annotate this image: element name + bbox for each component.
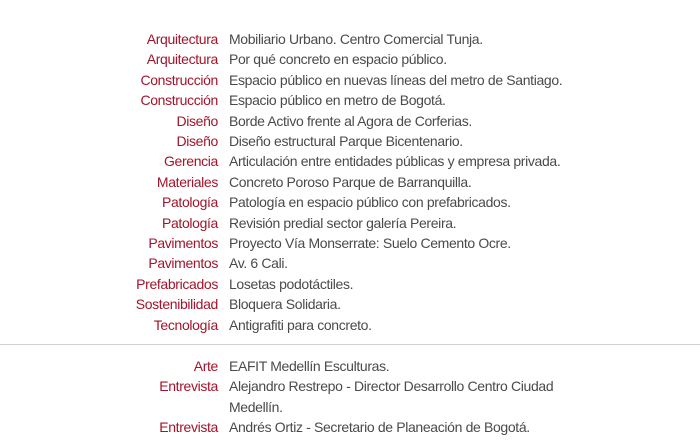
article-category[interactable]: Entrevista (159, 378, 218, 395)
article-title[interactable]: Espacio público en metro de Bogotá. (229, 92, 446, 109)
article-title[interactable]: Revisión predial sector galería Pereira. (229, 214, 457, 231)
article-row[interactable] (0, 213, 700, 233)
article-title[interactable]: Av. 6 Cali. (229, 255, 288, 272)
article-title[interactable]: Articulación entre entidades públicas y empresa privada. (229, 153, 561, 170)
article-category[interactable]: Gerencia (163, 153, 218, 170)
article-title[interactable]: Andrés Ortiz - Secretario de Planeación de Bogotá. (229, 419, 530, 436)
article-category[interactable]: Diseño (176, 133, 218, 150)
article-category[interactable]: Pavimentos (148, 235, 218, 252)
article-row[interactable] (0, 49, 700, 69)
article-category[interactable]: Arquitectura (146, 31, 218, 47)
article-title[interactable]: Por qué concreto en espacio público. (229, 51, 447, 68)
article-title[interactable]: Patología en espacio público con prefabricados. (229, 194, 511, 211)
article-title[interactable]: Alejandro Restrepo - Director Desarrollo Centro Ciudad Medellín. (229, 378, 554, 415)
article-category[interactable]: Arquitectura (146, 51, 218, 68)
article-row[interactable] (0, 111, 700, 131)
article-title[interactable]: Bloquera Solidaria. (229, 296, 341, 313)
article-category[interactable]: Arte (193, 358, 218, 374)
article-row[interactable] (0, 151, 700, 171)
article-title[interactable]: Losetas podotáctiles. (229, 275, 354, 292)
article-row[interactable] (0, 315, 700, 335)
article-row[interactable] (0, 172, 700, 192)
extras-list (0, 356, 700, 438)
article-category[interactable]: Construcción (140, 71, 218, 88)
articles-list (0, 29, 700, 335)
article-row[interactable] (0, 356, 700, 376)
article-category[interactable]: Materiales (156, 173, 218, 190)
article-row[interactable] (0, 131, 700, 151)
article-row[interactable] (0, 253, 700, 273)
article-row[interactable] (0, 294, 700, 314)
section-divider (0, 344, 700, 345)
article-title[interactable]: Proyecto Vía Monserrate: Suelo Cemento Ocre. (229, 235, 511, 252)
article-category[interactable]: Pavimentos (148, 255, 218, 272)
article-row[interactable] (0, 233, 700, 253)
article-title[interactable]: Concreto Poroso Parque de Barranquilla. (229, 173, 472, 190)
article-row[interactable] (0, 29, 700, 49)
article-category[interactable]: Construcción (140, 92, 218, 109)
article-title[interactable]: Mobiliario Urbano. Centro Comercial Tunja. (229, 31, 483, 47)
article-category[interactable]: Diseño (176, 112, 218, 129)
article-row[interactable] (0, 70, 700, 90)
article-row[interactable] (0, 274, 700, 294)
article-category[interactable]: Entrevista (159, 419, 218, 436)
article-row[interactable] (0, 376, 700, 417)
article-title[interactable]: Borde Activo frente al Agora de Corferias. (229, 112, 472, 129)
article-row[interactable] (0, 192, 700, 212)
article-row[interactable] (0, 417, 700, 437)
article-category[interactable]: Tecnología (153, 316, 218, 333)
article-title[interactable]: EAFIT Medellín Esculturas. (229, 358, 390, 374)
article-title[interactable]: Espacio público en nuevas líneas del metro de Santiago. (229, 71, 563, 88)
article-category[interactable]: Patología (161, 214, 218, 231)
article-title[interactable]: Antigrafiti para concreto. (229, 316, 372, 333)
article-category[interactable]: Patología (161, 194, 218, 211)
article-category[interactable]: Prefabricados (136, 275, 218, 292)
article-title[interactable]: Diseño estructural Parque Bicentenario. (229, 133, 463, 150)
article-category[interactable]: Sostenibilidad (135, 296, 218, 313)
article-row[interactable] (0, 90, 700, 110)
